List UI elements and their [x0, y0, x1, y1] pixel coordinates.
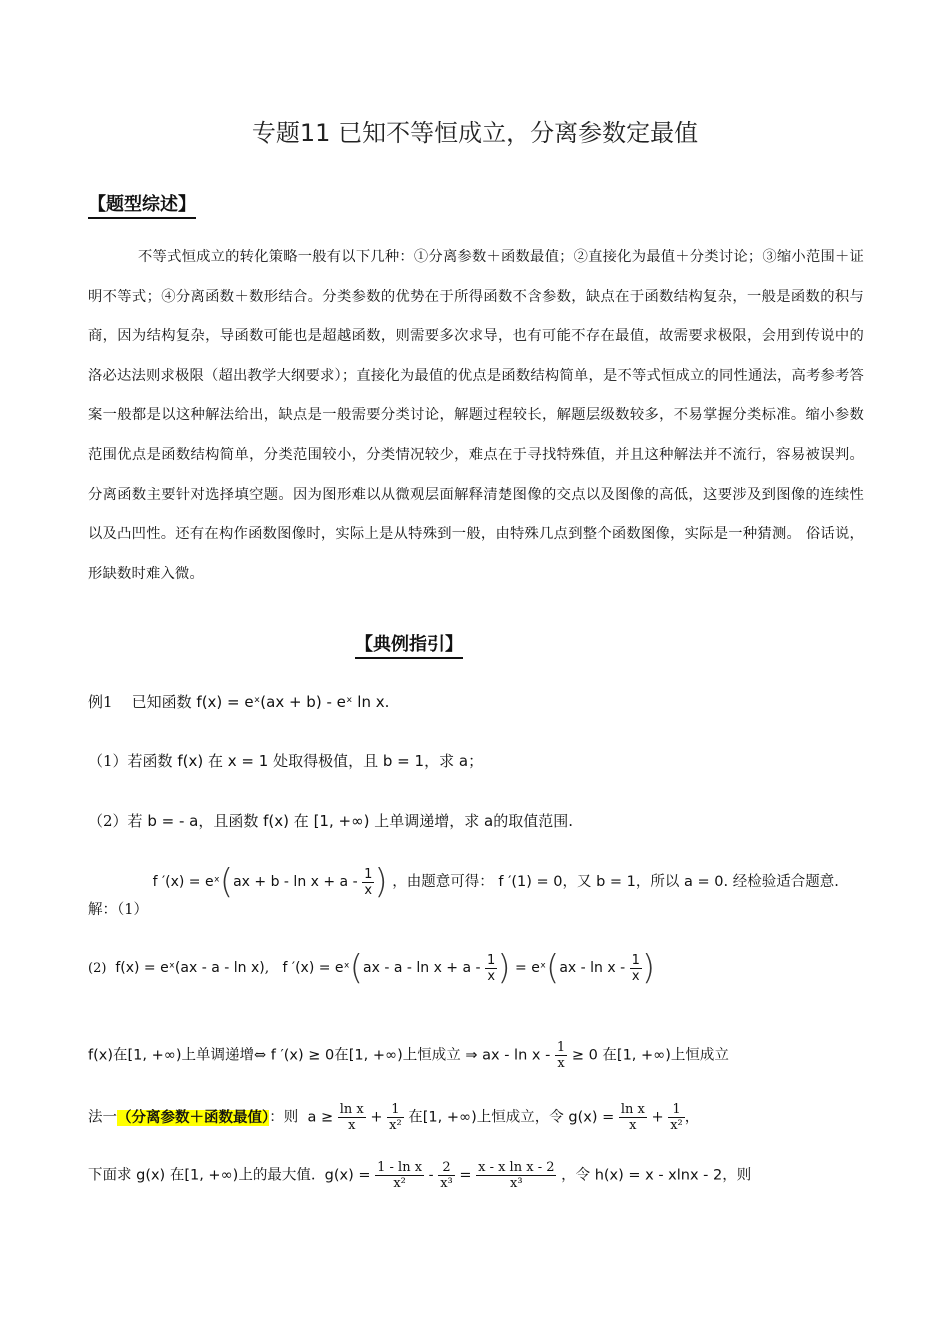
- q2-math-f: f(x): [263, 812, 289, 830]
- last-frac3-den: x³: [510, 1176, 523, 1191]
- l3-in2: 在: [334, 1047, 349, 1064]
- last-frac1: [375, 1160, 424, 1191]
- q2-text-g: 上单调递增，求: [374, 812, 480, 830]
- sol1-fraction: [362, 867, 374, 898]
- last-h: h(x) = x - xlnx - 2: [594, 1167, 723, 1184]
- page-title: 专题11 已知不等恒成立，分离参数定最值: [251, 119, 699, 147]
- method-frac1: [338, 1102, 366, 1133]
- sol1-paren-left: (: [219, 862, 234, 902]
- method-t2: 上恒成立，令: [476, 1109, 564, 1126]
- q2-math-b: b = - a: [147, 812, 199, 830]
- example-text: 已知函数: [131, 693, 192, 711]
- q1-text-c: 在: [207, 752, 223, 770]
- q1-text-g: ，求: [424, 752, 455, 770]
- method-frac4-num: 1: [668, 1102, 685, 1118]
- last-frac1-den: x²: [393, 1176, 406, 1191]
- method-a: a ≥: [307, 1109, 334, 1126]
- l3-frac: [555, 1040, 567, 1071]
- method-frac2: [387, 1102, 404, 1133]
- last-eq: =: [459, 1167, 472, 1184]
- max-value-line: [88, 1160, 751, 1191]
- example-label: 例1: [88, 693, 113, 711]
- last-frac2: [438, 1160, 455, 1191]
- method-frac3-num: ln x: [620, 1102, 645, 1117]
- q2-text-i: 的取值范围.: [493, 812, 573, 830]
- method-highlight: （分离参数＋函数最值）: [117, 1109, 270, 1126]
- sol2-paren-r2: ): [641, 948, 656, 988]
- last-t4: ，则: [722, 1167, 752, 1184]
- last-frac3-num: x - x ln x - 2: [478, 1160, 555, 1175]
- method-frac3: [619, 1102, 647, 1133]
- sol2-fp: f ′(x) = eˣ: [282, 960, 350, 976]
- q1-math-x: x = 1: [227, 752, 269, 770]
- sol1-frac-den: x: [364, 882, 373, 898]
- sol2-inner2: ax - ln x -: [559, 960, 626, 976]
- method-end: ，: [684, 1109, 700, 1126]
- last-g: g(x): [136, 1167, 166, 1184]
- last-frac3: [476, 1160, 556, 1191]
- sol2-frac2-num: 1: [631, 952, 640, 968]
- sol2-frac2: [630, 953, 642, 984]
- sol2-frac1: [485, 953, 497, 984]
- question-1: [88, 750, 483, 771]
- last-in: 在: [169, 1167, 185, 1184]
- last-frac1-num: 1 - ln x: [377, 1160, 423, 1175]
- method-frac4: [668, 1102, 685, 1133]
- q1-text-e: 处取得极值，且: [273, 752, 379, 770]
- q1-math-a: a: [458, 752, 469, 770]
- l3-f: f(x): [88, 1047, 113, 1064]
- sol2-paren-l2: (: [546, 948, 560, 988]
- sol2-f: f(x) = eˣ(ax - a - ln x): [115, 960, 265, 976]
- last-t1: 下面求: [88, 1167, 132, 1184]
- monotonic-condition: [88, 1040, 729, 1071]
- sol1-t4: . 经检验适合题意.: [723, 874, 839, 890]
- sol2-derivative: [282, 948, 656, 988]
- method-int: [1, +∞): [422, 1109, 477, 1126]
- q2-math-a: a: [484, 812, 494, 830]
- method-g: g(x) =: [568, 1109, 615, 1126]
- l3-frac-den: x: [557, 1056, 565, 1071]
- l3-in1: 在: [113, 1047, 128, 1064]
- sol1-inner: ax + b - ln x + a -: [233, 874, 358, 890]
- sol2-frac1-den: x: [487, 968, 496, 984]
- last-frac2-den: x³: [440, 1176, 453, 1191]
- l3-int1: [1, +∞): [127, 1047, 182, 1064]
- sol1-paren-right: ): [374, 862, 388, 902]
- last-gx: g(x) =: [324, 1167, 371, 1184]
- l3-t1: 上单调递增⇔: [181, 1047, 267, 1064]
- last-t2: 上的最大值.: [238, 1167, 316, 1184]
- q1-text-i: ；: [468, 752, 484, 770]
- sol1-b: b = 1: [596, 874, 636, 890]
- example-function: f(x) = eˣ(ax + b) - eˣ ln x: [196, 693, 385, 711]
- q1-text-a: （1）若函数: [88, 752, 173, 770]
- l3-cond: f ′(x) ≥ 0: [270, 1047, 335, 1064]
- sol1-t1: ，由题意可得：: [392, 874, 494, 890]
- q2-text-e: 在: [293, 812, 309, 830]
- method-plus2: +: [651, 1109, 664, 1126]
- method-frac1-den: x: [348, 1118, 356, 1133]
- solution-2: [88, 948, 655, 988]
- question-2: [88, 810, 573, 831]
- sol1-cond: f ′(1) = 0: [498, 874, 563, 890]
- method-frac4-den: x²: [670, 1118, 683, 1133]
- method-t1: ：则: [269, 1109, 299, 1126]
- method-frac2-num: 1: [387, 1102, 404, 1118]
- l3-t3: 上恒成立: [670, 1047, 729, 1064]
- l3-in3: 在: [602, 1047, 617, 1064]
- sol1-frac-num: 1: [364, 866, 373, 882]
- intro-text: 不等式恒成立的转化策略一般有以下几种：①分离参数＋函数最值；②直接化为最值＋分类讨论；③缩小范围＋证明不等式；④分离函数＋数形结合。分类参数的优势在于所得函数不含参数，缺点在于函数结构复杂，一般是函数的积与商，因为结构复杂，导函数可能也是超越函数，则需要多次求导，也有可能不存在最值，故需要求极限，会用到传说中的洛必达法则求极限（超出教学大纲要求）；直接化为最值的优点是函数结构简单，是不等式恒成立的同性通法，高考参考答案一般都是以这种解法给出，缺点是一般需要分类讨论，解题过程较长，解题层级数较多，不易掌握分类标准。缩小参数范围优点是函数结构简单，分类范围较小，分类情况较少，难点在于寻找特殊值，并且这种解法并不流行，容易被误判。分离函数主要针对选择填空题。因为图形难以从微观层面解释清楚图像的交点以及图像的高低，这要涉及到图像的连续性以及凸凹性。还有在构作函数图像时，实际上是从特殊到一般，由特殊几点到整个函数图像，实际是一种猜测。 俗话说，形缺数时难入微。: [88, 249, 864, 582]
- last-minus: -: [428, 1167, 434, 1184]
- last-frac2-num: 2: [438, 1160, 455, 1176]
- q1-math-b: b = 1: [382, 752, 425, 770]
- l3-t2: 上恒成立: [402, 1047, 461, 1064]
- q1-math-f: f(x): [177, 752, 204, 770]
- last-int: [1, +∞): [184, 1167, 239, 1184]
- sol1-label: 解：（1）: [88, 902, 148, 918]
- example-statement: [88, 691, 389, 712]
- section-heading-examples: 【典例指引】: [355, 630, 463, 659]
- method-frac3-den: x: [629, 1118, 637, 1133]
- method-frac1-num: ln x: [339, 1102, 364, 1117]
- l3-frac-num: 1: [556, 1040, 566, 1055]
- sol2-label: (2): [88, 961, 107, 976]
- sol2-eq: = eˣ: [515, 960, 547, 976]
- method-prefix: 法一: [88, 1109, 117, 1126]
- sol1-a: a = 0: [684, 874, 724, 890]
- l3-arrow: ⇒ ax - ln x -: [465, 1047, 551, 1064]
- sol2-comma: ,: [264, 960, 270, 976]
- sol2-inner1: ax - a - ln x + a -: [363, 960, 481, 976]
- sol2-frac2-den: x: [631, 968, 640, 984]
- q2-text-c: ，且函数: [198, 812, 259, 830]
- last-t3: ，令: [561, 1167, 591, 1184]
- intro-paragraph: [88, 238, 864, 594]
- sol2-frac1-num: 1: [487, 952, 496, 968]
- sol1-fp: f ′(x) = eˣ: [152, 874, 220, 890]
- sol1-derivative: [152, 862, 388, 902]
- l3-int2: [1, +∞): [348, 1047, 403, 1064]
- sol2-paren-r1: ): [497, 948, 511, 988]
- sol1-t2: ，又: [562, 874, 592, 890]
- sol1-t3: ，所以: [635, 874, 680, 890]
- q2-math-interval: [1, +∞): [313, 812, 370, 830]
- method-frac2-den: x²: [389, 1118, 402, 1133]
- solution-1: [88, 862, 839, 918]
- q2-text-a: （2）若: [88, 812, 143, 830]
- method-plus: +: [370, 1109, 383, 1126]
- example-period: .: [384, 693, 390, 711]
- sol2-paren-l1: (: [349, 948, 364, 988]
- l3-ge: ≥ 0: [571, 1047, 598, 1064]
- method-1: [88, 1102, 699, 1133]
- method-in: 在: [408, 1109, 423, 1126]
- section-heading-overview: 【题型综述】: [88, 190, 196, 219]
- l3-int3: [1, +∞): [616, 1047, 671, 1064]
